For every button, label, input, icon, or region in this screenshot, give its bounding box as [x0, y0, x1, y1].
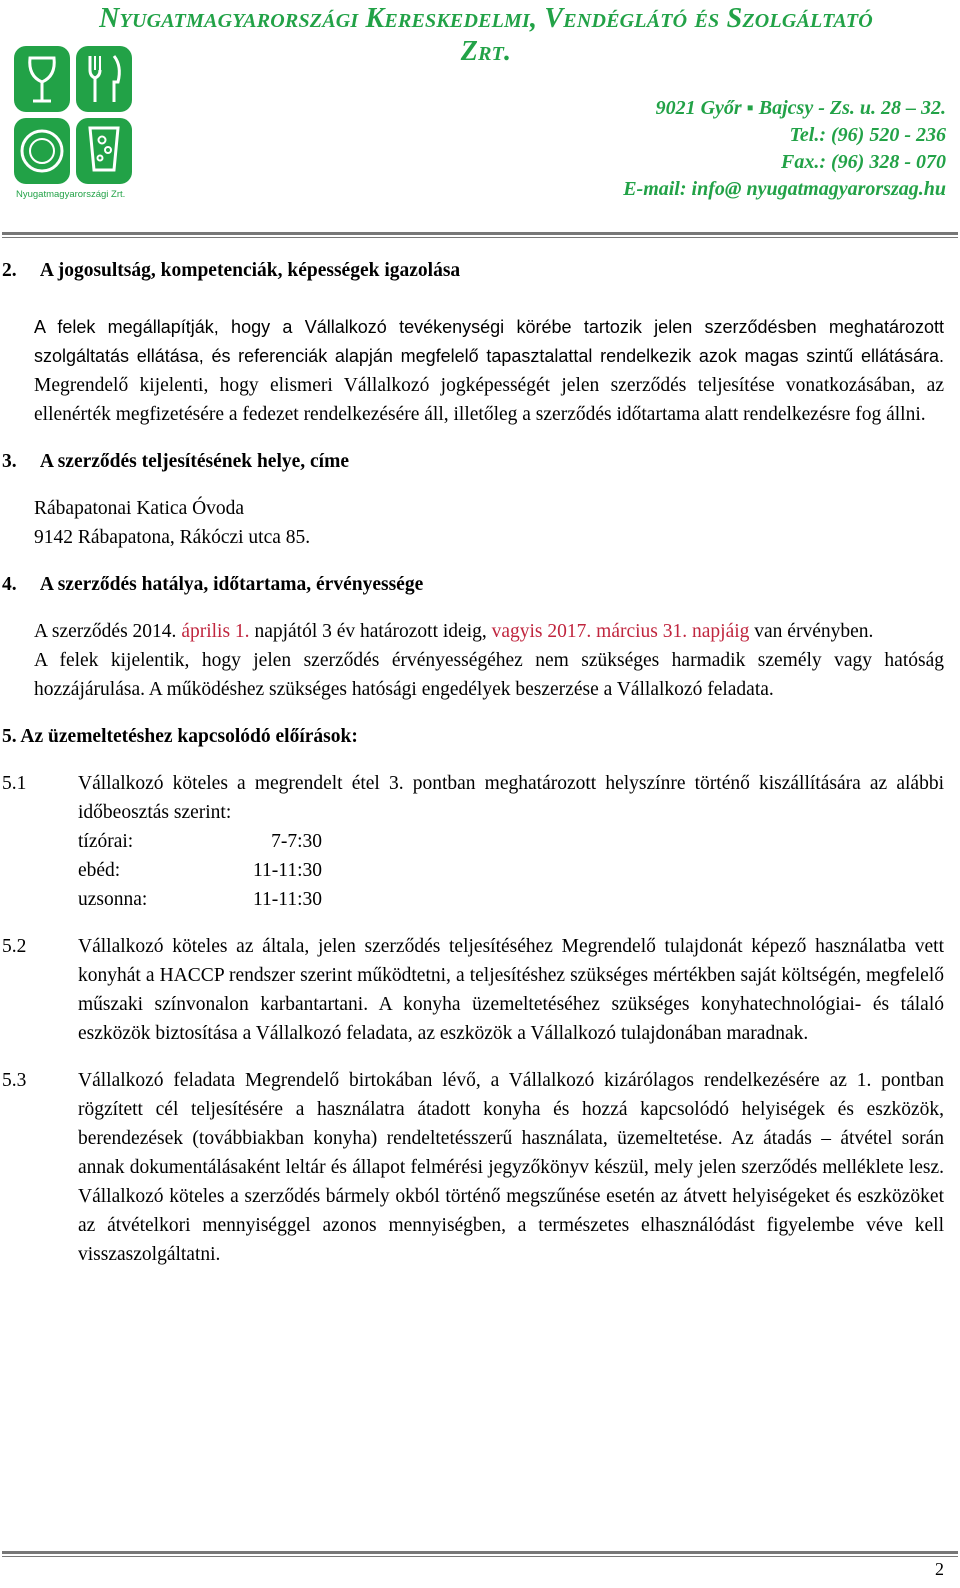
header-divider-thick [2, 232, 958, 235]
logo-caption: Nyugatmagyarországi Zrt. [16, 189, 126, 200]
schedule-row [78, 856, 944, 885]
validity-napjaig: napjáig [692, 621, 750, 642]
schedule-label: ebéd: [78, 860, 121, 881]
item-5-3-number: 5.3 [2, 1070, 27, 1091]
footer-divider-thin [2, 1556, 958, 1557]
section-4-title: A szerződés hatálya, időtartama, érvényessége [39, 574, 424, 595]
section-4-paragraph-2: A felek kijelentik, hogy jelen szerződés érvényességéhez nem szükséges harmadik személy vagy hatóság hozzájárulása. A működéshez szükséges hatósági engedélyek beszerzése a Vállalkozó feladata. [34, 650, 944, 700]
section-2-text-serif: Megrendelő kijelenti, hogy elismeri Vállalkozó jogképességét jelen szerződés teljesítése vonatkozásában, az ellenérték megfizetésére a fedezet rendelkezésére áll, illetőleg a szerződés időtartama alatt rendelkezésre fog állni. [34, 375, 944, 425]
item-5-1-number: 5.1 [2, 773, 27, 794]
item-5-3 [2, 1066, 944, 1269]
validity-part-g: van érvényben. [749, 621, 874, 642]
document-body [2, 256, 944, 1269]
letterhead [0, 0, 960, 236]
schedule-label: tízórai: [78, 831, 134, 852]
schedule-time: 11-11:30 [253, 860, 322, 881]
schedule-row [78, 827, 944, 856]
schedule-row [78, 885, 944, 914]
item-5-2-number: 5.2 [2, 936, 27, 957]
schedule-label: uzsonna: [78, 889, 148, 910]
tel-line: Tel.: (96) 520 - 236 [789, 124, 946, 146]
section-2-heading [2, 256, 944, 285]
company-logo [12, 44, 138, 200]
company-name-line2: Zrt. [460, 36, 512, 67]
validity-start-date: április 1. [181, 621, 250, 642]
item-5-2 [2, 932, 944, 1048]
section-2-number: 2. [2, 260, 17, 281]
validity-part-c: napjától 3 év határozott ideig, [249, 621, 492, 642]
schedule-time: 7-7:30 [271, 831, 322, 852]
item-5-3-text: Vállalkozó feladata Megrendelő birtokában lévő, a Vállalkozó kizárólagos rendelkezésére az 1. pontban rögzített cél teljesítésére a használatra átadott konyha és hozzá kapcsolódó helyiségek és eszközök, berendezések (továbbiakban konyha) rendeltetésszerű használata, üzemeltetése. Az átadás – átvétel során annak dokumentálásaként leltár és állapot felmérési jegyzőkönyv készül, mely jelen szerződés melléklete lesz. Vállalkozó köteles a szerződés bármely okból történő megszűnése esetén az átvett helyiségeket és eszközöket az átvételkori mennyiséggel azonos mennyiségben, a természetes elhasználódást figyelembe véve kell visszaszolgáltatni. [78, 1070, 944, 1265]
validity-end-date: vagyis 2017. március 31. [491, 621, 688, 642]
delivery-schedule [78, 827, 944, 914]
contact-block [623, 95, 946, 203]
section-3-heading [2, 447, 944, 476]
section-4-heading [2, 570, 944, 599]
header-divider-thin [2, 237, 958, 238]
section-3-place: Rábapatonai Katica Óvoda [34, 498, 245, 519]
section-3-number: 3. [2, 451, 17, 472]
section-2-title: A jogosultság, kompetenciák, képességek igazolása [39, 260, 461, 281]
section-5-heading: 5. Az üzemeltetéshez kapcsolódó előírások: [2, 726, 358, 747]
section-4-number: 4. [2, 574, 17, 595]
address-line: 9021 Győr ▪ Bajcsy - Zs. u. 28 – 32. [655, 97, 946, 119]
item-5-2-text: Vállalkozó köteles az általa, jelen szerződés teljesítéséhez Megrendelő tulajdonát képező használatba vett konyhát a HACCP rendszer szerint működtetni, a teljesítéshez szükséges mértékben saját költségén, megfelelő műszaki színvonalon karbantartani. A konyha üzemeltetéséhez szükséges konyhatechnológiai- és tálaló eszközök biztosítása a Vállalkozó feladata, az eszközök a Vállalkozó tulajdonában maradnak. [78, 936, 944, 1044]
section-2-text-sans: A felek megállapítják, hogy a Vállalkozó tevékenységi körébe tartozik jelen szerződésben meghatározott szolgáltatás ellátása, és referenciák alapján megfelelő tapasztalattal rendelkezik azok magas szintű ellátására. [34, 317, 944, 366]
item-5-1 [2, 769, 944, 827]
company-name [36, 2, 936, 68]
section-2-paragraph [34, 313, 944, 429]
section-4-validity [34, 617, 944, 646]
validity-part-a: A szerződés 2014. [34, 621, 182, 642]
fax-line: Fax.: (96) 328 - 070 [781, 151, 946, 173]
item-5-1-text: Vállalkozó köteles a megrendelt étel 3. pontban meghatározott helyszínre történő kiszállítására az alábbi időbeosztás szerint: [78, 773, 944, 823]
email-line: E-mail: info@ nyugatmagyarorszag.hu [623, 178, 946, 200]
section-3-title: A szerződés teljesítésének helye, címe [39, 451, 349, 472]
schedule-time: 11-11:30 [253, 889, 322, 910]
company-name-line1: Nyugatmagyarországi Kereskedelmi, Vendéglátó és Szolgáltató [99, 3, 873, 34]
page-number: 2 [935, 1559, 944, 1579]
footer-divider-thick [2, 1551, 958, 1554]
section-3-address: 9142 Rábapatona, Rákóczi utca 85. [34, 527, 311, 548]
